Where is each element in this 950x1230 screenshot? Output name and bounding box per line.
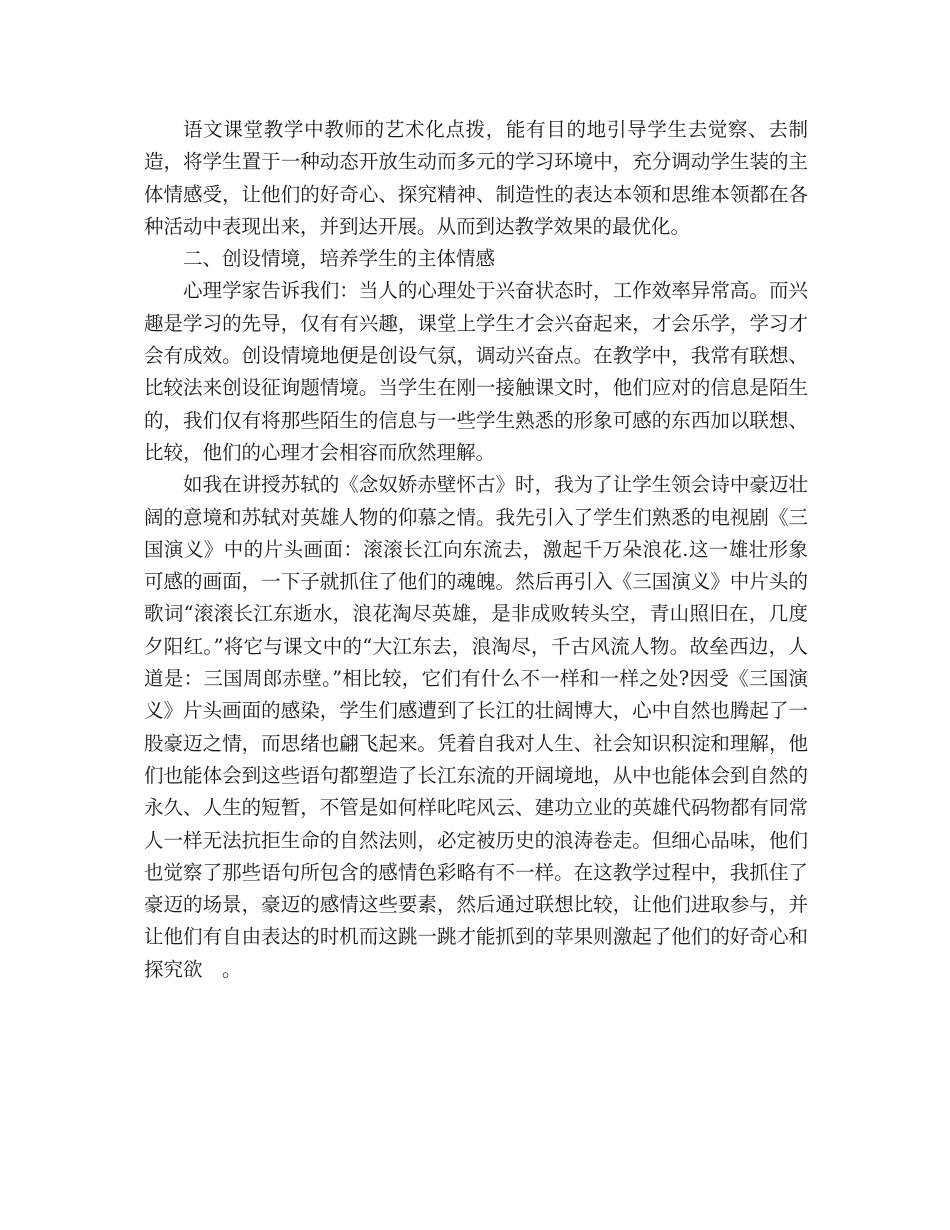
- paragraph-example: 如我在讲授苏轼的《念奴娇赤壁怀古》时，我为了让学生领会诗中豪迈壮阔的意境和苏轼对英雄人物的仰慕之情。我先引入了学生们熟悉的电视剧《三国演义》中的片头画面：滚滚长江向东流去，激起千万朵浪花.这一雄壮形象可感的画面，一下子就抓住了他们的魂魄。然后再引入《三国演义》中片头的歌词“滚滚长江东逝水，浪花淘尽英雄，是非成败转头空，青山照旧在，几度夕阳红。”将它与课文中的“大江东去，浪淘尽，千古风流人物。故垒西边，人道是：三国周郎赤壁。”相比较，它们有什么不一样和一样之处?因受《三国演义》片头画面的感染，学生们感遭到了长江的壮阔博大，心中自然也腾起了一股豪迈之情，而思绪也翩飞起来。凭着自我对人生、社会知识积淀和理解，他们也能体会到这些语句都塑造了长江东流的开阔境地，从中也能体会到自然的永久、人生的短暂，不管是如何样叱咤风云、建功立业的英雄代码物都有同常人一样无法抗拒生命的自然法则，必定被历史的浪涛卷走。但细心品味，他们也觉察了那些语句所包含的感情色彩略有不一样。在这教学过程中，我抓住了豪迈的场景，豪迈的感情这些要素，然后通过联想比较，让他们进取参与，并让他们有自由表达的时机而这跳一跳才能抓到的苹果则激起了他们的好奇心和探究欲 。: [144, 473, 808, 981]
- paragraph-psychology: 心理学家告诉我们：当人的心理处于兴奋状态时，工作效率异常高。而兴趣是学习的先导，仅有有兴趣，课堂上学生才会兴奋起来，才会乐学，学习才会有成效。创设情境地便是创设气氛，调动兴奋点。在教学中，我常有联想、比较法来创设征询题情境。当学生在刚一接触课文时，他们应对的信息是陌生的，我们仅有将那些陌生的信息与一些学生熟悉的形象可感的东西加以联想、比较，他们的心理才会相容而欣然理解。: [144, 279, 808, 464]
- paragraph-intro: 语文课堂教学中教师的艺术化点拨，能有目的地引导学生去觉察、去制造，将学生置于一种动态开放生动而多元的学习环境中，充分调动学生装的主体情感受，让他们的好奇心、探究精神、制造性的表达本领和思维本领都在各种活动中表现出来，并到达开展。从而到达教学效果的最优化。: [144, 118, 808, 238]
- section-heading: 二、创设情境，培养学生的主体情感: [183, 247, 496, 271]
- document-page: [144, 114, 808, 986]
